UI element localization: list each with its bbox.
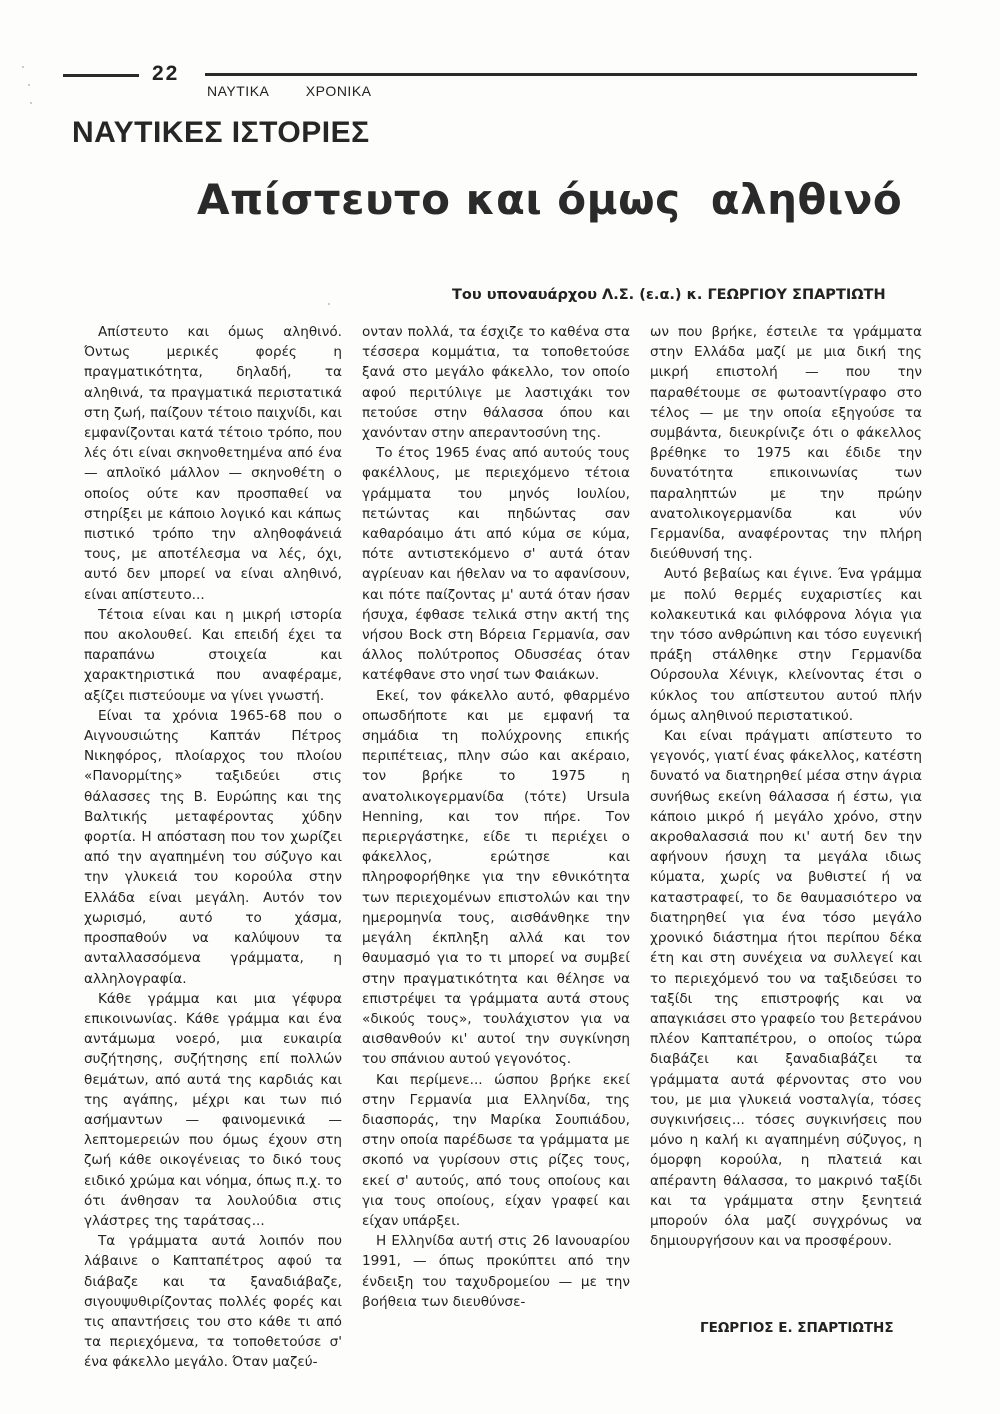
paragraph: Και είναι πράγματι απίστευτο το γεγονός, γιατί ένας φάκελλος, κατέστη δυνατό να διατηρηθεί μέσα στην άγρια συνήθως εκείνη θάλασσα ή έστω, για κάποιο μικρό ή μεγάλο χρόνο, στην ακροθαλασσιά που κι' αυτή δεν την αφήνουν ήσυχη τα μεγάλα ιδιως κύματα, χωρίς να βυθιστεί ή να καταστραφεί, το δε θαυμασιότερο να διατηρηθεί για ένα τόσο μεγάλο χρονικό διάστημα ήτοι περίπου δέκα έτη και στη συνέχεια να συλλεγεί και το περιεχόμενό του να ταξιδεύσει το ταξίδι της επιστροφής και να απαγκιάσει στο γραφείο του βετεράνου πλέον Καπταπέτρου, ο οποίος τώρα διαβάζει και ξαναδιαβάζει τα γράμματα αυτά φέρνοντας στο νου του, με μια γλυκειά νοσταλγία, τόσες συγκινήσεις... τόσες συγκινήσεις που μόνο η καλή κι αγαπημένη σύζυγος, η όμορφη κορούλα, η πλατειά και απέραντη θάλασσα, το μακρινό ταξίδι και τα γράμματα στην ξενητειά μπορούν όλα μαζί συγχρόνως να δημιουργήσουν και να προσφέρουν. xyxy=(650,728,922,1250)
paragraph: Κάθε γράμμα και μια γέφυρα επικοινωνίας. Κάθε γράμμα και ένα αντάμωμα νοερό, μια ευκαιρία συζήτησης, συζήτησης επί πολλών θεμάτων, από αυτά της καρδιάς και της αγάπης, μέχρι και των πιό ασήμαντων — φαινομενικά — λεπτομερειών που όμως έχουν στη ζωή κάθε οικογένειας το δικό τους ειδικό χρώμα και νόημα, όπως π.χ. το ότι άνθησαν τα λουλούδια στις γλάστρες της ταράτσας... xyxy=(84,990,342,1229)
scan-speck xyxy=(30,102,32,104)
scan-speck xyxy=(28,84,30,86)
paragraph: Αυτό βεβαίως και έγινε. Ένα γράμμα με πολύ θερμές ευχαριστίες και κολακευτικά και φιλόφρονα λόγια για την τόσο ανθρώπινη και τόσο ευγενική πράξη στάλθηκε στην Γερμανίδα Ούρσουλα Χένιγκ, κλείνοντας έτσι ο κύκλος του απίστευτου αυτού πλήν όμως αληθινού περιστατικού. xyxy=(650,566,922,724)
paragraph: Η Ελληνίδα αυτή στις 26 Ιανουαρίου 1991, — όπως προκύπτει από την ένδειξη του ταχυδρομείου — με την βοήθεια των διευθύνσε- xyxy=(362,1233,630,1310)
paragraph: Εκεί, τον φάκελλο αυτό, φθαρμένο οπωσδήποτε και με εμφανή τα σημάδια τη πολύχρονης επικής περιπέτειας, πλην σώο και ακέραιο, τον βρήκε το 1975 η ανατολικογερμανίδα (τότε) Ursula Henning, και τον πήρε. Τον περιεργάστηκε, είδε τι περιέχει ο φάκελλος, ερώτησε και πληροφορήθηκε για την εθνικότητα των περιεχομένων επιστολών και την ημερομηνία τους, αισθάνθηκε την μεγάλη έκπληξη αλλά και τον θαυμασμό για το τι μπορεί να συμβεί στην πραγματικότητα και θέλησε να επιστρέψει τα γράμματα αυτά στους «δικούς τους», τουλάχιστον για να αισθανθούν κι' αυτοί την συγκίνηση του σπάνιου αυτού γεγονότος. xyxy=(362,687,630,1068)
article-column-3 xyxy=(650,322,922,1251)
article-column-2 xyxy=(362,322,630,1312)
header-rule-right xyxy=(205,73,917,76)
paragraph: Απίστευτο και όμως αληθινό. Όντως μερικές φορές η πραγματικότητα, δηλαδή, τα αληθινά, τα πραγματικά περιστατικά στη ζωή, παίζουν τέτοιο παιχνίδι, και εμφανίζονται κατά τέτοιο τρόπο, που λές ότι είναι σκηνοθετημένα από ένα — απλοϊκό μάλλον — σκηνοθέτη ο οποίος ούτε καν προσπαθεί να στηρίξει με κάποιο λογικό και κάπως πιστικό τρόπο την αληθοφάνειά τους, με αποτέλεσμα να λές, όχι, αυτό δεν μπορεί να είναι αληθινό, είναι απίστευτο... xyxy=(84,324,342,603)
scan-speck xyxy=(328,303,330,305)
page-number: 22 xyxy=(152,62,180,85)
paragraph-continued: ων που βρήκε, έστειλε τα γράμματα στην Ελλάδα μαζί με μια δική της μικρή επιστολή — που την παραθέτουμε σε φωτοαντίγραφο στο τέλος — με την οποία εξηγούσε τα συμβάντα, διευκρίνιζε ότι ο φάκελλος βρέθηκε το 1975 και έδιδε την δυνατότητα επικοινωνίας των παραληπτών με την πρώην ανατολικογερμανίδα και νύν Γερμανίδα, αναφέροντας την πλήρη διεύθυνσή της. xyxy=(650,324,922,563)
paragraph: Είναι τα χρόνια 1965-68 που ο Αιγνουσιώτης Καπτάν Πέτρος Νικηφόρος, πλοίαρχος του πλοίου «Πανορμίτης» ταξιδεύει στις θάλασσες της Β. Ευρώπης και της Βαλτικής μεταφέροντας χύδην φορτία. Η απόσταση που τον χωρίζει από την αγαπημένη του σύζυγο και την γλυκειά του κορούλα στην Ελλάδα είναι μεγάλη. Αυτόν τον χωρισμό, αυτό το χάσμα, προσπαθούν να καλύψουν τα ανταλλασσόμενα γράμματα, η αλληλογραφία. xyxy=(84,707,342,987)
paragraph: Και περίμενε... ώσπου βρήκε εκεί στην Γερμανία μια Ελληνίδα, της διασποράς, την Μαρίκα Σουπιάδου, στην οποία παρέδωσε τα γράμματα με σκοπό να γυρίσουν στις ρίζες τους, εκεί σ' αυτούς, από τους οποίους και για τους οποίους, είχαν γραφεί και είχαν υπάρξει. xyxy=(362,1071,630,1229)
paragraph: Τέτοια είναι και η μικρή ιστορία που ακολουθεί. Και επειδή έχει τα παραπάνω στοιχεία και χαρακτηριστικά που αναφέραμε, αξίζει πιστεύουμε να γίνει γνωστή. xyxy=(84,606,342,704)
scan-speck xyxy=(22,66,24,68)
header-rule-left xyxy=(63,74,139,77)
paragraph: Τα γράμματα αυτά λοιπόν που λάβαινε ο Καπταπέτρος αφού τα διάβαζε και τα ξαναδιάβαζε, σιγουψυθιρίζοντας πολλές φορές και τις απαντήσεις του στο κάθε τι από τα περιεχόμενα, τα τοποθετούσε σ' ένα φάκελλο μεγάλο. Όταν μαζεύ- xyxy=(84,1233,342,1371)
publication-name: ΝΑΥΤΙΚΑ ΧΡΟΝΙΚΑ xyxy=(207,83,372,99)
article-column-1 xyxy=(84,322,342,1373)
article-byline: Του υποναυάρχου Λ.Σ. (ε.α.) κ. ΓΕΩΡΓΙΟΥ ΣΠΑΡΤΙΩΤΗ xyxy=(452,287,886,303)
paragraph: Το έτος 1965 ένας από αυτούς τους φακέλλους, με περιεχόμενο τέτοια γράμματα του μηνός Ιουλίου, πετώντας και πηδώντας σαν καθαρόαιμο άτι από κύμα σε κύμα, πότε αντιστεκόμενο σ' αυτά όταν αγρίευαν και ήθελαν να το αφανίσουν, και πότε παίζοντας μ' αυτά όταν ήσαν ήσυχα, έφθασε τελικά στην ακτή της νήσου Bock στη Βόρεια Γερμανία, σαν άλλος πολύτροπος Οδυσσέας όταν κατέφθανε στο νησί των Φαιάκων. xyxy=(362,445,630,684)
section-heading: ΝΑΥΤΙΚΕΣ ΙΣΤΟΡΙΕΣ xyxy=(72,116,370,149)
article-title: Απίστευτο και όμως αληθινό xyxy=(197,175,903,224)
paragraph-continued: ονταν πολλά, τα έσχιζε το καθένα στα τέσσερα κομμάτια, τα τοποθετούσε ξανά στο μεγάλο φάκελλο, τον οποίο αφού περιτύλιγε με λαστιχάκι τον πετούσε στην θάλασσα όπου και χανόνταν στην απεραντοσύνη της. xyxy=(362,324,630,442)
author-signature: ΓΕΩΡΓΙΟΣ Ε. ΣΠΑΡΤΙΩΤΗΣ xyxy=(700,1320,894,1336)
